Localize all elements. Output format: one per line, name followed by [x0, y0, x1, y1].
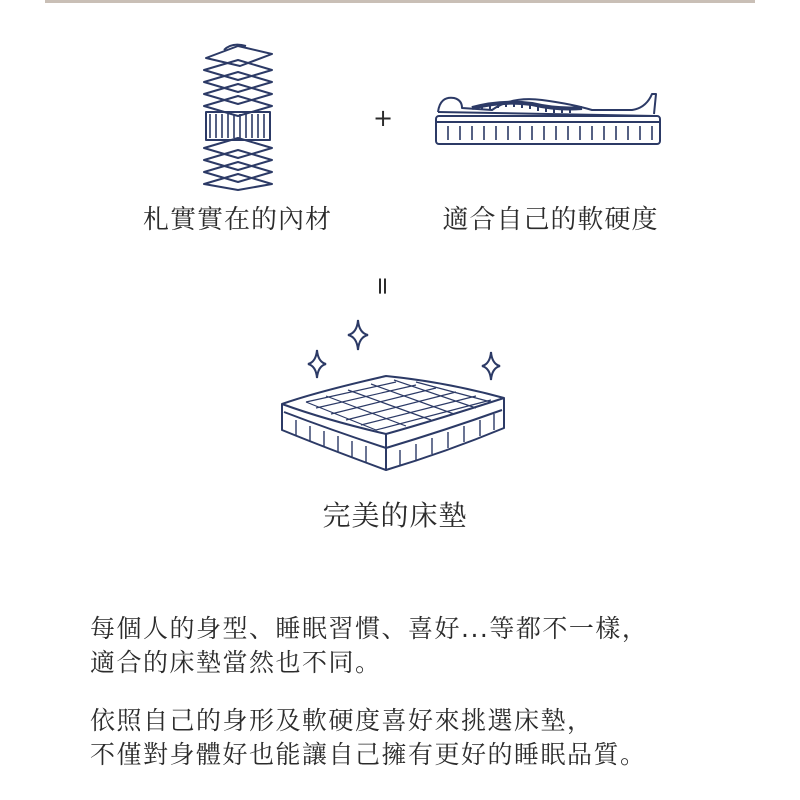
equals-sign: = — [369, 275, 397, 297]
left-caption: 札實實在的內材 — [142, 205, 332, 235]
body-line: 每個人的身型、睡眠習慣、喜好...等都不一樣， — [90, 614, 649, 643]
mattress-icon — [276, 370, 510, 486]
body-line: 適合的床墊當然也不同。 — [90, 648, 382, 677]
spine-on-mattress-icon — [432, 88, 664, 152]
body-line: 不僅對身體好也能讓自己擁有更好的睡眠品質。 — [90, 740, 647, 769]
right-caption: 適合自己的軟硬度 — [442, 205, 659, 235]
sparkle-icon — [346, 318, 370, 352]
plus-sign: + — [372, 104, 394, 132]
top-divider — [45, 0, 755, 3]
body-paragraph-2 — [90, 704, 730, 772]
result-caption: 完美的床墊 — [322, 499, 468, 532]
body-paragraph-1 — [90, 612, 730, 680]
mattress-layers-icon — [196, 40, 280, 192]
body-line: 依照自己的身形及軟硬度喜好來挑選床墊， — [90, 706, 594, 735]
